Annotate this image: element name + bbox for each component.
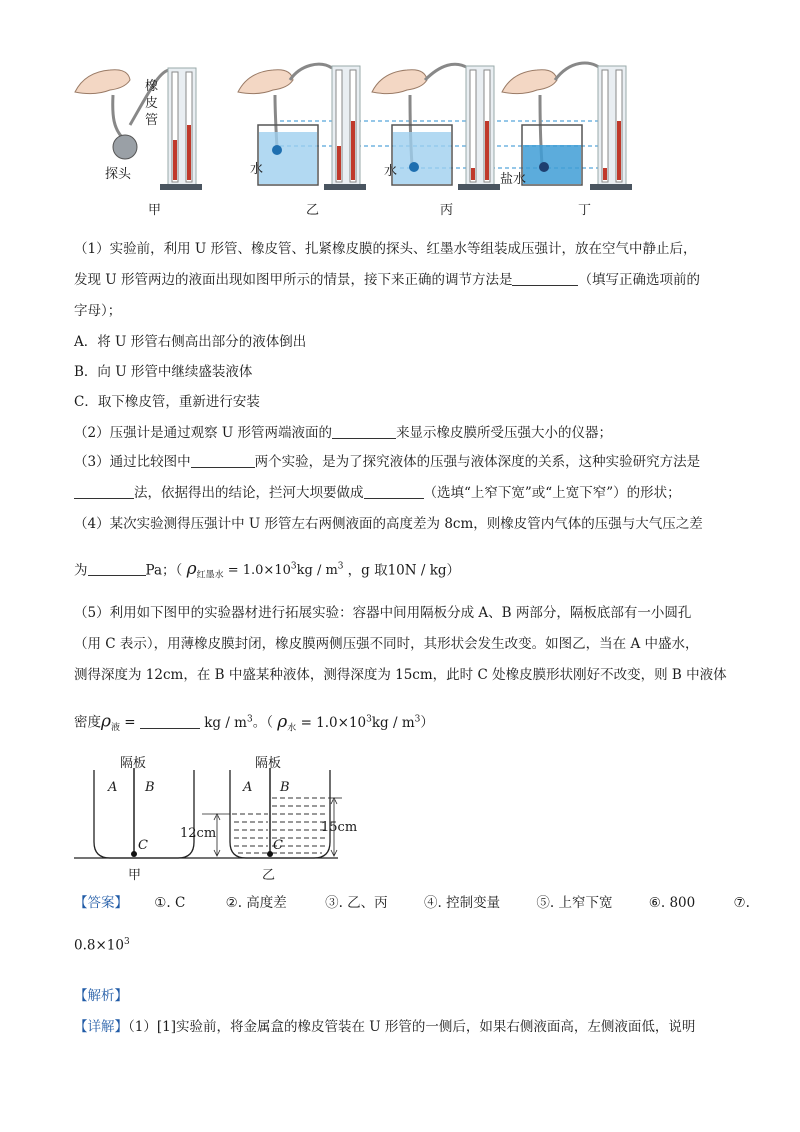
answer-last-exp: 3	[123, 937, 130, 947]
probe-icon	[113, 135, 137, 159]
q4-line2	[74, 558, 460, 585]
q5-dot: 。（	[252, 714, 273, 731]
q1-line2-a: 发现 U 形管两边的液面出现如图甲所示的情景，接下来正确的调节方法是	[74, 272, 513, 288]
q1-option-b: B．向 U 形管中继续盛装液体	[74, 364, 253, 380]
q5-eq: =	[120, 714, 136, 731]
q4-g-text: ，g 取	[347, 562, 388, 579]
q5-unit: kg / $m^3$	[204, 714, 253, 731]
caption-ding: 丁	[578, 203, 592, 218]
q3-blank-3[interactable]	[364, 484, 424, 499]
label-a-jia: A	[108, 780, 118, 795]
q3-blank-2[interactable]	[74, 484, 134, 499]
caption-bottom-yi: 乙	[262, 868, 276, 883]
q4-density-formula: $\rho_{红墨水} = 1.0\times 10^3kg / m^3$	[186, 559, 344, 581]
answer-item-7: ⑦.	[733, 895, 750, 911]
answer-item-4: ④. 控制变量	[423, 895, 501, 911]
hand-icon	[372, 70, 427, 94]
q5-rho: ρ	[101, 711, 111, 732]
q3-blank-1[interactable]	[191, 453, 255, 468]
q1-option-a: A．将 U 形管右侧高出部分的液体倒出	[74, 334, 307, 350]
q1-line3: 字母）；	[74, 303, 122, 319]
detail-tag: 【详解】	[74, 1019, 128, 1035]
setup-jia	[75, 68, 202, 190]
q4-end: ）	[446, 562, 461, 579]
q2-line	[74, 424, 612, 442]
q1-option-c: C．取下橡皮管，重新进行安装	[74, 394, 260, 410]
q5-line3: 测得深度为 12cm，在 B 中盛某种液体，测得深度为 15cm，此时 C 处橡皮膜形状刚好不改变，则 B 中液体	[74, 667, 727, 683]
label-c-jia: C	[138, 838, 148, 853]
q5-rho-sub: 液	[111, 723, 121, 734]
q1-answer-blank[interactable]	[512, 271, 578, 286]
answer-item-5: ⑤. 上窄下宽	[536, 895, 613, 911]
label-a-yi: A	[243, 780, 253, 795]
label-rubber-tube: 橡 皮 管	[145, 79, 159, 128]
label-15cm: 15cm	[321, 820, 358, 835]
detail-text: （1）[1]实验前，将金属盒的橡皮管装在 U 形管的一侧后，如果右侧液面高，左侧液面低，说明	[128, 1019, 696, 1035]
q4-c: Pa；（	[145, 562, 183, 579]
hole-c-jia	[131, 851, 137, 857]
q3-d: （选填“上窄下宽”或“上宽下窄”）的形状；	[423, 485, 681, 501]
q3-line1	[74, 453, 700, 471]
q4-line1: （4）某次实验测得压强计中 U 形管左右两侧液面的高度差为 8cm，则橡皮管内气体的压强与大气压之差	[74, 516, 703, 532]
q1-line2	[74, 271, 700, 289]
q5-line1: （5）利用如下图甲的实验器材进行拓展实验：容器中间用隔板分成 A、B 两部分，隔板底部有一小圆孔	[74, 605, 692, 621]
hand-icon	[75, 70, 130, 94]
answer-item-1: ①. C	[154, 895, 186, 911]
label-12cm: 12cm	[180, 826, 217, 841]
q5-line4	[74, 710, 434, 737]
caption-yi: 乙	[306, 203, 320, 218]
label-geban-jia: 隔板	[120, 756, 147, 771]
answer-item-2: ②. 高度差	[225, 895, 287, 911]
hand-icon	[502, 70, 557, 94]
q1-line2-b: （填写正确选项前的	[578, 272, 700, 288]
answer-item-6: ⑥. 800	[648, 895, 696, 911]
label-c-yi: C	[273, 838, 283, 853]
caption-bing: 丙	[440, 203, 454, 218]
label-probe: 探头	[105, 167, 132, 182]
answer-last-value: 0.8×10	[74, 937, 124, 954]
q5-line2: （用 C 表示），用薄橡皮膜封闭，橡皮膜两侧压强不同时，其形状会发生改变。如图乙，当在 A 中盛水，	[74, 636, 699, 652]
label-b-jia: B	[145, 780, 155, 795]
q4-b: 为	[74, 562, 88, 579]
answer-line	[74, 894, 750, 912]
analysis-tag: 【解析】	[74, 988, 128, 1004]
hand-icon	[238, 70, 293, 94]
label-water-1: 水	[250, 162, 264, 177]
q5-answer-blank[interactable]	[140, 714, 200, 729]
label-b-yi: B	[280, 780, 290, 795]
answer-item-3: ③. 乙、丙	[325, 895, 388, 911]
caption-jia: 甲	[148, 203, 162, 218]
q5-water-density: $\rho_水 = 1.0\times 10^3kg / m^3$	[277, 711, 421, 734]
q3-a: （3）通过比较图中	[74, 454, 191, 470]
pressure-gauge-figure	[0, 0, 800, 220]
q3-c: 法，依据得出的结论，拦河大坝要做成	[134, 485, 364, 501]
q4-g-value: 10N / kg	[387, 562, 447, 579]
answer-tag: 【答案】	[74, 895, 128, 911]
detail-line	[74, 1018, 695, 1036]
label-water-2: 水	[384, 164, 398, 179]
q3-b: 两个实验，是为了探究液体的压强与液体深度的关系，这种实验研究方法是	[254, 454, 701, 470]
label-geban-yi: 隔板	[255, 756, 282, 771]
q1-line1: （1）实验前，利用 U 形管、橡皮管、扎紧橡皮膜的探头、红墨水等组装成压强计，放在空气中静止后，	[74, 241, 697, 257]
answer-line2	[74, 933, 130, 955]
q2-answer-blank[interactable]	[332, 424, 396, 439]
q3-line2	[74, 484, 681, 502]
q5-end: ）	[420, 714, 434, 731]
q2-b: 来显示橡皮膜所受压强大小的仪器；	[396, 425, 613, 441]
q2-a: （2）压强计是通过观察 U 形管两端液面的	[74, 425, 333, 441]
caption-bottom-jia: 甲	[128, 868, 142, 883]
label-salt-water: 盐水	[500, 172, 527, 187]
q5-l4a: 密度	[74, 714, 101, 731]
q4-answer-blank[interactable]	[88, 561, 146, 576]
